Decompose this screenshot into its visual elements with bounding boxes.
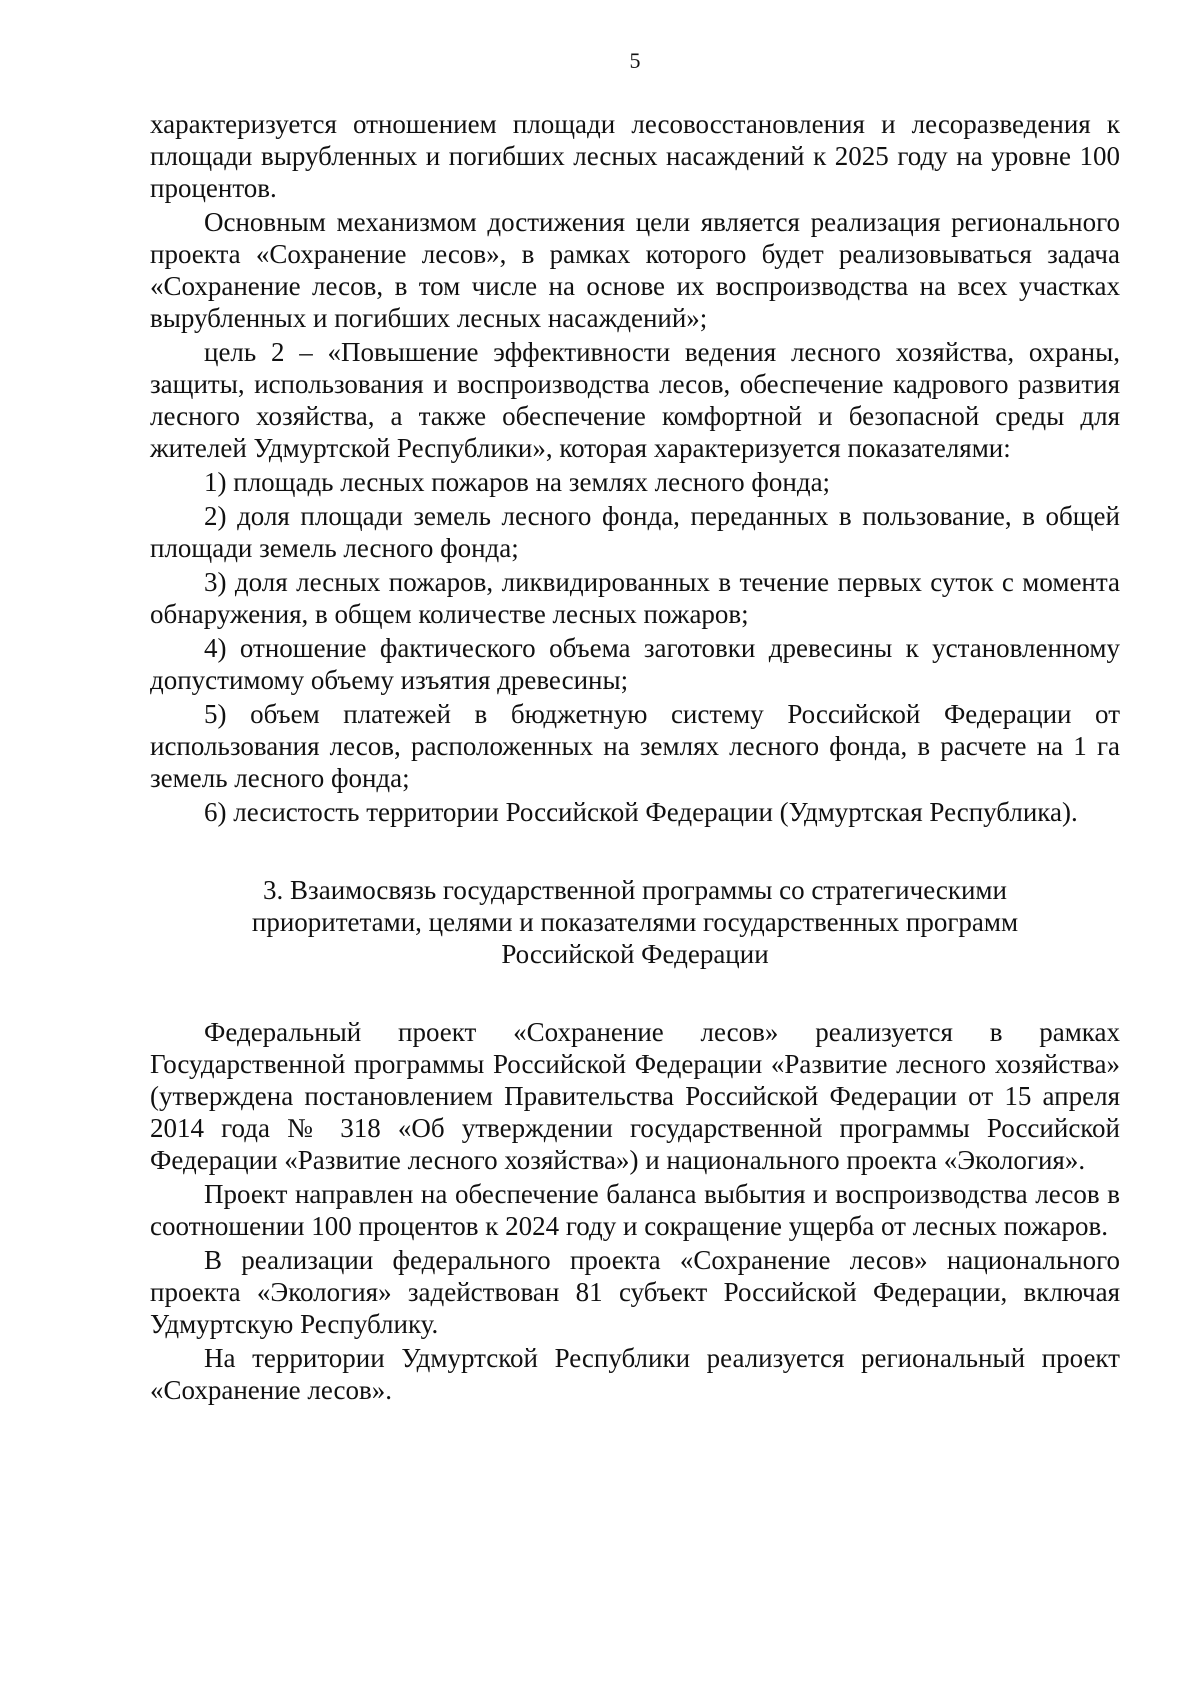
section-heading-line: Российской Федерации (501, 939, 769, 969)
document-page (150, 0, 1120, 1686)
document-body (150, 108, 1120, 1406)
list-item: 3) доля лесных пожаров, ликвидированных в течение первых суток с момента обнаружения, в общем количестве лесных пожаров; (150, 567, 1120, 629)
section-heading-line: 3. Взаимосвязь государственной программы со стратегическими (263, 875, 1007, 905)
paragraph: цель 2 – «Повышение эффективности ведения лесного хозяйства, охраны, защиты, использования и воспроизводства лесов, обеспечение кадрового развития лесного хозяйства, а также обеспечение комфортной и безопасной среды для жителей Удмуртской Республики», которая характеризуется показателями: (150, 337, 1120, 463)
list-item: 5) объем платежей в бюджетную систему Российской Федерации от использования лесов, расположенных на землях лесного фонда, в расчете на 1 га земель лесного фонда; (150, 699, 1120, 793)
paragraph: характеризуется отношением площади лесовосстановления и лесоразведения к площади вырубленных и погибших лесных насаждений к 2025 году на уровне 100 процентов. (150, 109, 1120, 203)
section-heading (150, 874, 1120, 970)
page-number: 5 (629, 48, 641, 73)
section-heading-line: приоритетами, целями и показателями государственных программ (251, 907, 1019, 937)
paragraph: Основным механизмом достижения цели является реализация регионального проекта «Сохранение лесов», в рамках которого будет реализовываться задача «Сохранение лесов, в том числе на основе их воспроизводства на всех участках вырубленных и погибших лесных насаждений»; (150, 207, 1120, 333)
paragraph: Проект направлен на обеспечение баланса выбытия и воспроизводства лесов в соотношении 100 процентов к 2024 году и сокращение ущерба от лесных пожаров. (150, 1179, 1120, 1241)
paragraph: В реализации федерального проекта «Сохранение лесов» национального проекта «Экология» задействован 81 субъект Российской Федерации, включая Удмуртскую Республику. (150, 1245, 1120, 1339)
list-item: 2) доля площади земель лесного фонда, переданных в пользование, в общей площади земель лесного фонда; (150, 501, 1120, 563)
paragraph: Федеральный проект «Сохранение лесов» реализуется в рамках Государственной программы Российской Федерации «Развитие лесного хозяйства» (утверждена постановлением Правительства Российской Федерации от 15 апреля 2014 года № 318 «Об утверждении государственной программы Российской Федерации «Развитие лесного хозяйства») и национального проекта «Экология». (150, 1017, 1120, 1175)
paragraph: На территории Удмуртской Республики реализуется региональный проект «Сохранение лесов». (150, 1343, 1120, 1405)
list-item: 6) лесистость территории Российской Федерации (Удмуртская Республика). (204, 797, 1078, 827)
list-item: 4) отношение фактического объема заготовки древесины к установленному допустимому объему изъятия древесины; (150, 633, 1120, 695)
list-item: 1) площадь лесных пожаров на землях лесного фонда; (204, 467, 831, 497)
